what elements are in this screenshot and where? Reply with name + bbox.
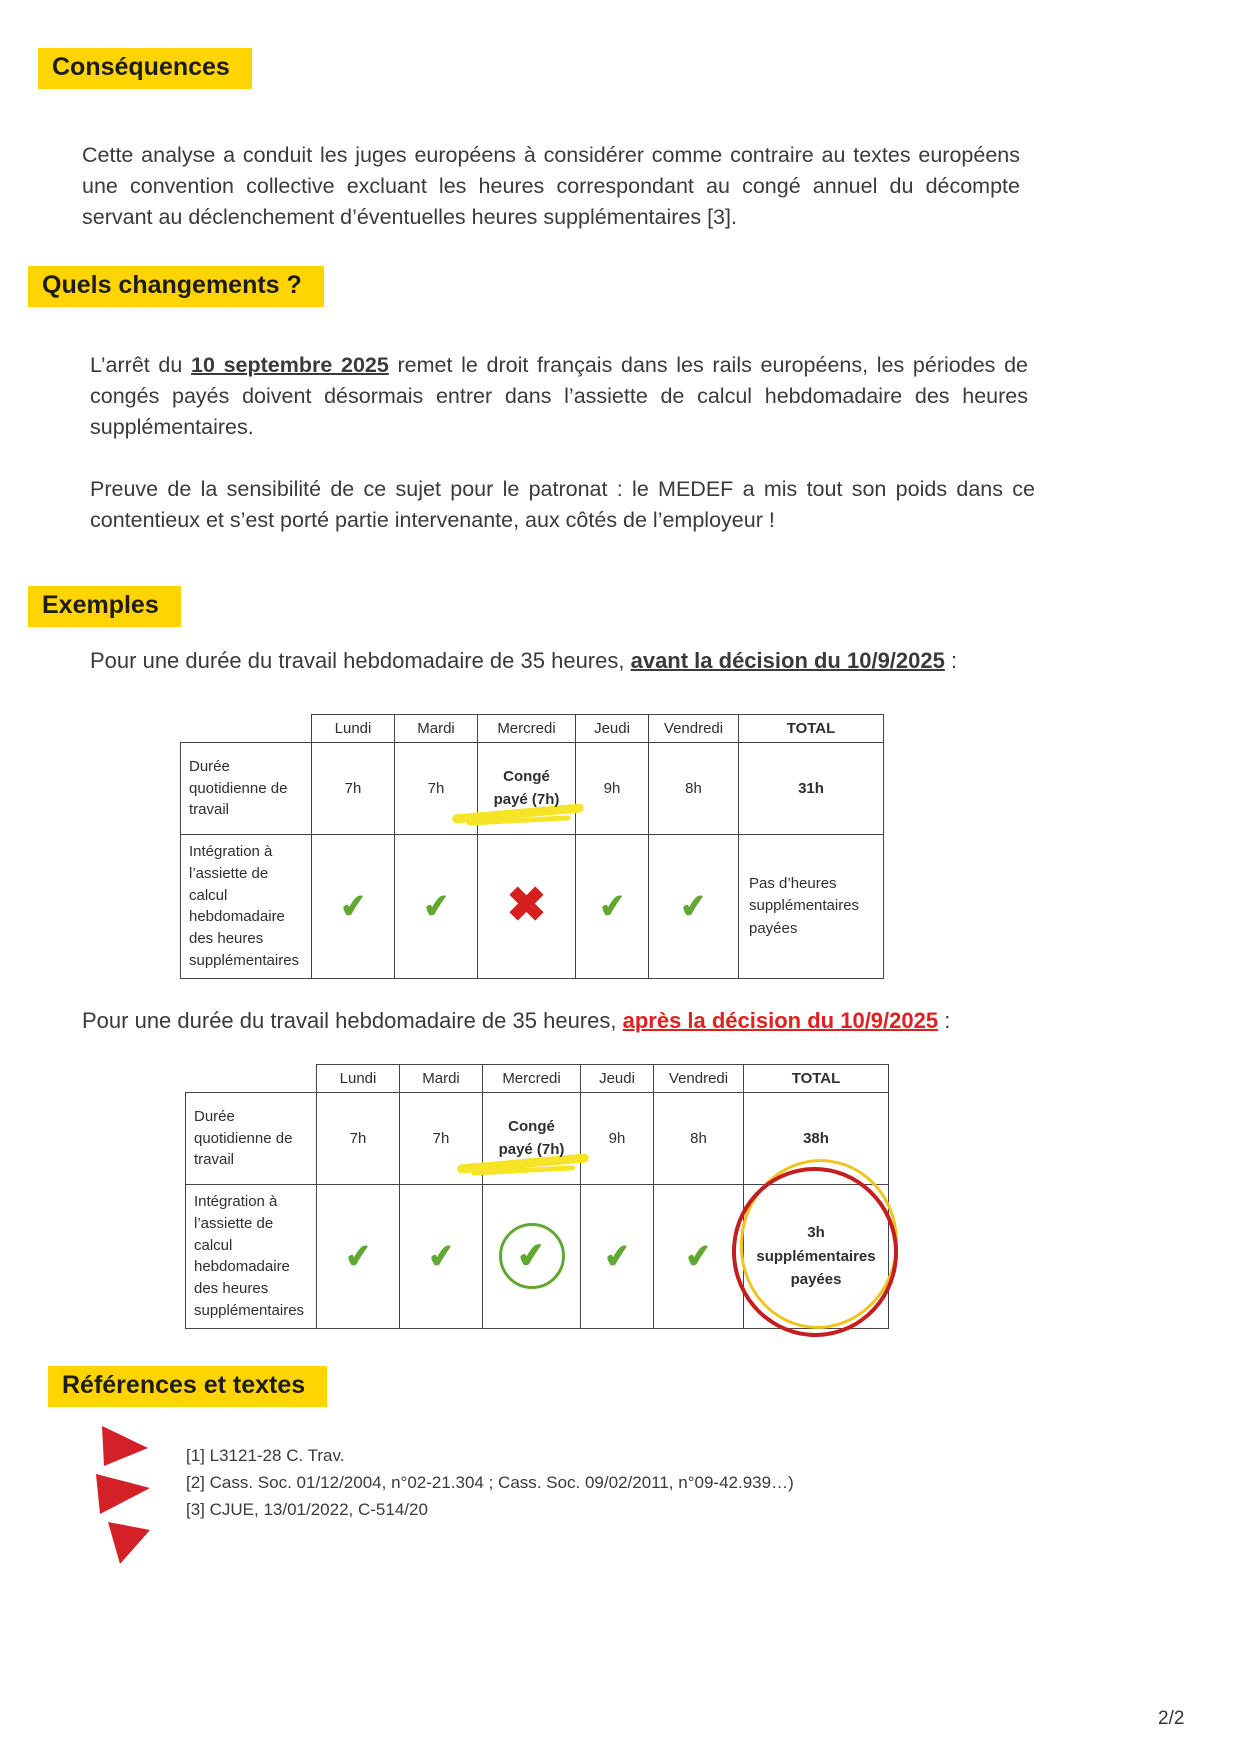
check-icon: ✔ [601, 1236, 633, 1276]
caption-apres-decision [82, 1008, 950, 1034]
consequences-paragraph: Cette analyse a conduit les juges européens à considérer comme contraire au textes européens une convention collective excluant les heures correspondant au congé annuel du décompte servant au déclenchement d’éventuelles heures supplémentaires [3]. [82, 143, 1020, 230]
row-label-duree: Durée quotidienne de travail [181, 743, 312, 835]
table-cell-value: 8h [654, 1093, 744, 1185]
changements-paragraph-2: Preuve de la sensibilité de ce sujet pour le patronat : le MEDEF a mis tout son poids dans ce contentieux et s’est porté partie intervenante, aux côtés de l’employeur ! [90, 477, 1035, 533]
red-arrows-logo [92, 1424, 178, 1566]
day-header-mardi: Mardi [395, 715, 478, 743]
caption-avant-decision [90, 648, 957, 674]
changements-p1-date: 10 septembre 2025 [191, 353, 389, 377]
mark-cell-jeudi [581, 1185, 654, 1329]
mark-cell-mercredi [478, 835, 576, 979]
check-icon: ✔ [425, 1236, 457, 1276]
reference-item-1: [1] L3121-28 C. Trav. [186, 1446, 345, 1465]
mark-cell-vendredi [654, 1185, 744, 1329]
mark-cell-jeudi [576, 835, 649, 979]
total-header: TOTAL [744, 1065, 889, 1093]
section-heading-references: Références et textes [48, 1366, 327, 1407]
total-header: TOTAL [739, 715, 884, 743]
check-icon: ✔ [342, 1236, 374, 1276]
day-header-vendredi: Vendredi [654, 1065, 744, 1093]
caption-avant-emph: avant la décision du 10/9/2025 [630, 648, 945, 673]
check-icon: ✔ [683, 1236, 714, 1276]
conge-paye-cell [483, 1093, 581, 1185]
table-cell-value: 7h [400, 1093, 483, 1185]
supplementary-hours-text: 3h supplémentaires payées [756, 1224, 876, 1288]
total-hours-cell: 31h [739, 743, 884, 835]
table-apres-decision [185, 1064, 889, 1329]
day-header-lundi: Lundi [312, 715, 395, 743]
total-hours-cell: 38h [744, 1093, 889, 1185]
caption-apres-emph: après la décision du 10/9/2025 [622, 1008, 939, 1033]
day-header-vendredi: Vendredi [649, 715, 739, 743]
conge-paye-text: Congé payé (7h) [498, 1118, 565, 1158]
conge-paye-cell [478, 743, 576, 835]
caption-avant-suffix: : [944, 648, 958, 673]
table-cell-value: 9h [581, 1093, 654, 1185]
caption-apres-suffix: : [938, 1008, 951, 1033]
day-header-mercredi: Mercredi [483, 1065, 581, 1093]
conge-paye-text: Congé payé (7h) [493, 768, 560, 808]
caption-avant-prefix: Pour une durée du travail hebdomadaire de 35 heures, [90, 648, 631, 673]
check-icon: ✔ [596, 886, 628, 926]
caption-apres-prefix: Pour une durée du travail hebdomadaire de 35 heures, [82, 1008, 623, 1033]
mark-cell-vendredi [649, 835, 739, 979]
day-header-lundi: Lundi [317, 1065, 400, 1093]
references-list [186, 1442, 1046, 1524]
table-corner-blank [181, 715, 312, 743]
mark-cell-mardi [400, 1185, 483, 1329]
total-annotated-cell [744, 1185, 889, 1329]
changements-p1-rest: remet le droit français dans les rails européens, les périodes de congés payés doivent désormais entrer dans l’assiette de calcul hebdomadaire des heures supplémentaires. [90, 353, 1028, 440]
table-corner-blank [186, 1065, 317, 1093]
reference-item-3: [3] CJUE, 13/01/2022, C-514/20 [186, 1500, 428, 1520]
check-icon: ✔ [678, 886, 709, 926]
reference-item-2: [2] Cass. Soc. 01/12/2004, n°02-21.304 ; Cass. Soc. 09/02/2011, n°09-42.939…) [186, 1473, 794, 1493]
section-heading-consequences: Conséquences [38, 48, 252, 89]
total-note-cell: Pas d’heures supplémentaires payées [739, 835, 884, 979]
check-icon: ✔ [337, 886, 369, 926]
table-cell-value: 8h [649, 743, 739, 835]
circled-check-icon [499, 1223, 565, 1289]
table-cell-value: 7h [312, 743, 395, 835]
row-label-integration: Intégration à l’assiette de calcul hebdomadaire des heures supplémentaires [186, 1185, 317, 1329]
table-cell-value: 7h [395, 743, 478, 835]
cross-icon: ✖ [506, 879, 547, 933]
section-heading-changements: Quels changements ? [28, 266, 324, 307]
row-label-duree: Durée quotidienne de travail [186, 1093, 317, 1185]
table-cell-value: 7h [317, 1093, 400, 1185]
table-cell-value: 9h [576, 743, 649, 835]
day-header-jeudi: Jeudi [576, 715, 649, 743]
mark-cell-mardi [395, 835, 478, 979]
changements-p1-prefix: L’arrêt du [90, 353, 192, 377]
check-icon: ✔ [420, 886, 452, 926]
row-label-integration: Intégration à l’assiette de calcul hebdomadaire des heures supplémentaires [181, 835, 312, 979]
section-heading-exemples: Exemples [28, 586, 181, 627]
mark-cell-lundi [312, 835, 395, 979]
day-header-mardi: Mardi [400, 1065, 483, 1093]
mark-cell-mercredi [483, 1185, 581, 1329]
changements-paragraph-1 [90, 350, 1028, 444]
table-avant-decision [180, 714, 884, 979]
check-icon: ✔ [515, 1235, 548, 1277]
page-number: 2/2 [1158, 1708, 1185, 1729]
mark-cell-lundi [317, 1185, 400, 1329]
day-header-jeudi: Jeudi [581, 1065, 654, 1093]
day-header-mercredi: Mercredi [478, 715, 576, 743]
